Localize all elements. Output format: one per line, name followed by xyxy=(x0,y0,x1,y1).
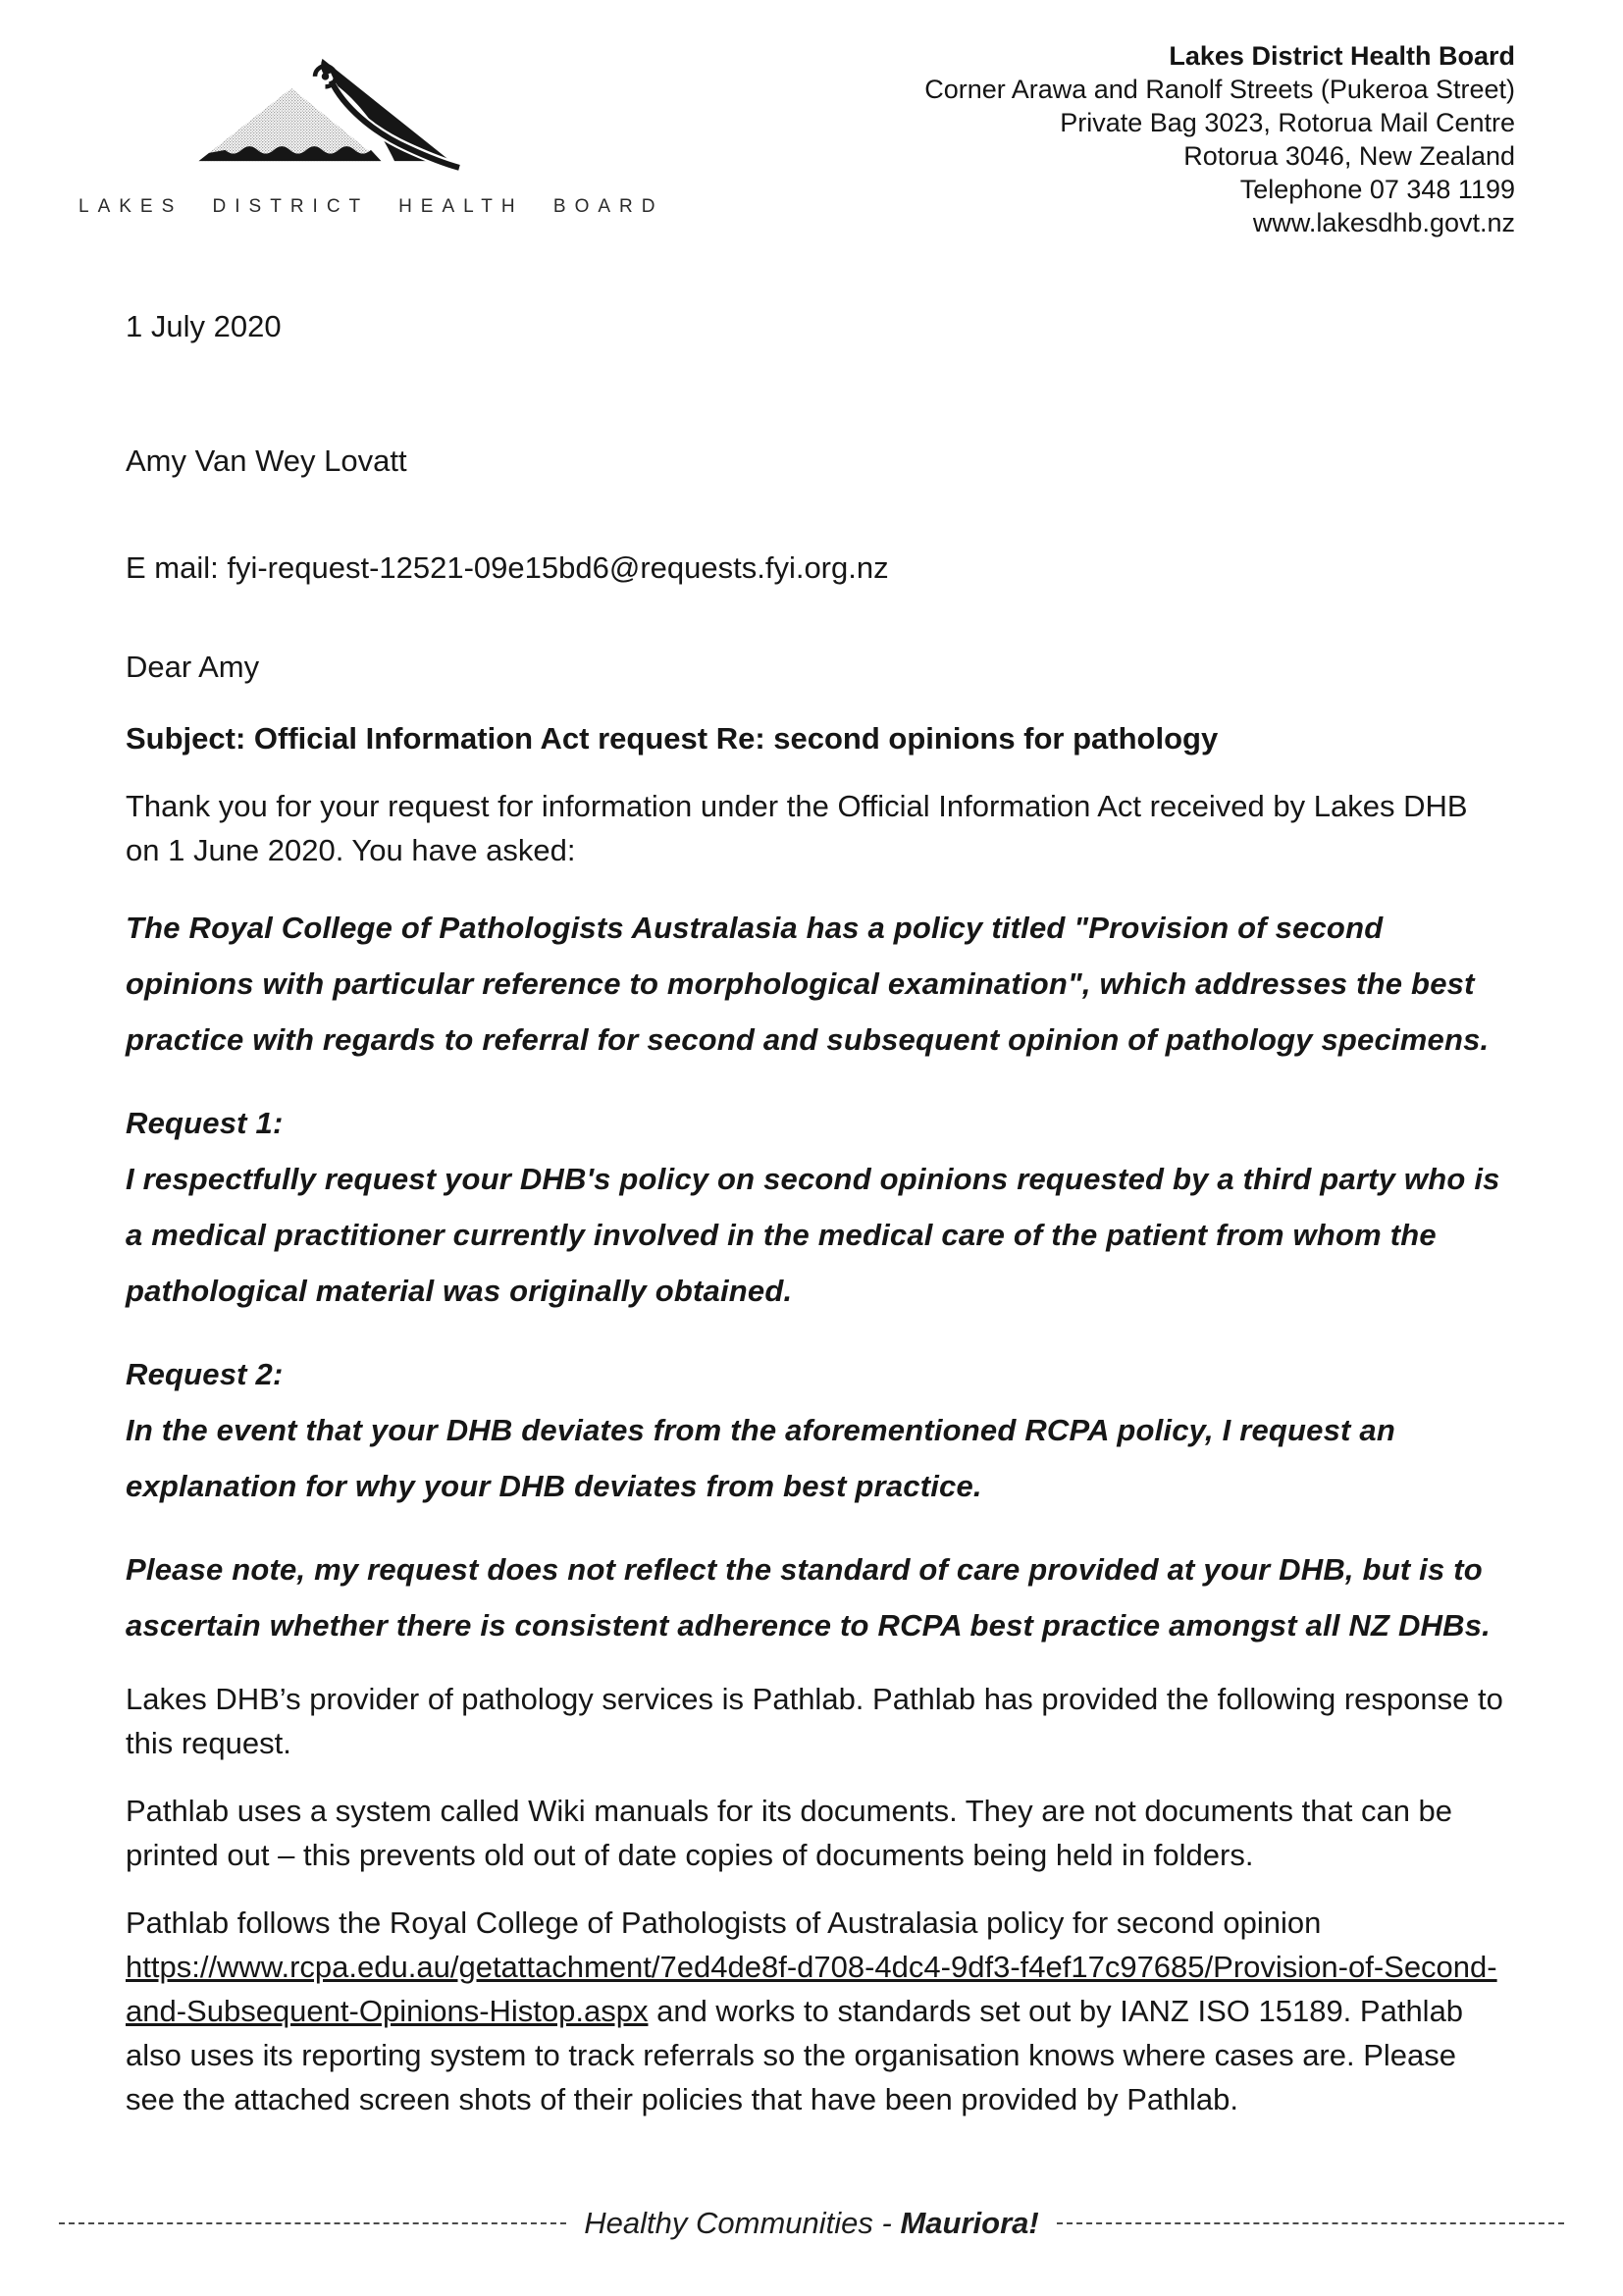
address-line: Rotorua 3046, New Zealand xyxy=(1183,141,1515,171)
request-2-block xyxy=(126,1346,1505,1514)
recipient-name: Amy Van Wey Lovatt xyxy=(126,444,407,478)
subject-line: Subject: Official Information Act request Re: second opinions for pathology xyxy=(126,721,1219,756)
footer-tagline xyxy=(584,2206,1038,2241)
footer-dash-right xyxy=(1057,2222,1564,2224)
address-line-phone: Telephone 07 348 1199 xyxy=(1239,175,1515,204)
org-name: Lakes District Health Board xyxy=(1169,41,1515,71)
ldhb-logo xyxy=(79,39,664,218)
footer-tagline-row xyxy=(59,2206,1564,2241)
org-address-block xyxy=(924,39,1515,239)
intro-paragraph: Thank you for your request for information under the Official Information Act received by Lakes DHB on 1 June 2020. You have asked: xyxy=(126,789,1468,867)
salutation: Dear Amy xyxy=(126,650,260,684)
letter-date: 1 July 2020 xyxy=(126,309,282,343)
policy-text-after: and works to standards set out by IANZ ISO 15189. Pathlab also uses its reporting system to track referrals so the organisation knows where cases are. Please see the attached screen shots of their policies that have been provided by Pathlab. xyxy=(126,1994,1464,2116)
recipient-email: E mail: fyi-request-12521-09e15bd6@requests.fyi.org.nz xyxy=(126,550,889,585)
letter-body xyxy=(0,304,1623,2121)
address-line: Corner Arawa and Ranolf Streets (Pukeroa Street) xyxy=(924,75,1515,104)
letterhead xyxy=(0,0,1623,239)
pathlab-provider-paragraph: Lakes DHB’s provider of pathology services is Pathlab. Pathlab has provided the following response to this request. xyxy=(126,1682,1503,1760)
footer-tagline-regular: Healthy Communities - xyxy=(584,2206,901,2240)
request-1-block xyxy=(126,1095,1505,1319)
address-line: Private Bag 3023, Rotorua Mail Centre xyxy=(1060,108,1515,137)
request-1-heading: Request 1: xyxy=(126,1106,284,1140)
logo-caption: LAKES DISTRICT HEALTH BOARD xyxy=(79,196,664,217)
footer-dash-left xyxy=(59,2222,566,2224)
mountain-koru-logo-icon xyxy=(147,39,500,186)
address-line-website: www.lakesdhb.govt.nz xyxy=(1252,208,1515,237)
request-1-text: I respectfully request your DHB's policy on second opinions requested by a third party who is a medical practitioner currently involved in the medical care of the patient from whom the pathological material was originally obtained. xyxy=(126,1162,1500,1308)
pathlab-policy-paragraph xyxy=(126,1901,1505,2121)
request-2-heading: Request 2: xyxy=(126,1357,284,1391)
policy-text-before: Pathlab follows the Royal College of Pathologists of Australasia policy for second opinion xyxy=(126,1905,1322,1940)
rcpa-policy-link[interactable]: https://www.rcpa.edu.au/getattachment/7ed4de8f-d708-4dc4-9df3-f4ef17c97685/Provision-of-Second-and-Subsequent-Opinions-Histop.aspx xyxy=(126,1950,1497,2028)
request-2-text: In the event that your DHB deviates from the aforementioned RCPA policy, I request an explanation for why your DHB deviates from best practice. xyxy=(126,1413,1395,1503)
footer-tagline-bold: Mauriora! xyxy=(900,2206,1039,2240)
wiki-manuals-paragraph: Pathlab uses a system called Wiki manuals for its documents. They are not documents that can be printed out – this prevents old out of date copies of documents being held in folders. xyxy=(126,1794,1453,1872)
note-paragraph: Please note, my request does not reflect the standard of care provided at your DHB, but is to ascertain whether there is consistent adherence to RCPA best practice amongst all NZ DHBs. xyxy=(126,1552,1491,1643)
quoted-request-paragraph: The Royal College of Pathologists Australasia has a policy titled "Provision of second opinions with particular reference to morphological examination", which addresses the best practice with regards to referral for second and subsequent opinion of pathology specimens. xyxy=(126,911,1490,1057)
